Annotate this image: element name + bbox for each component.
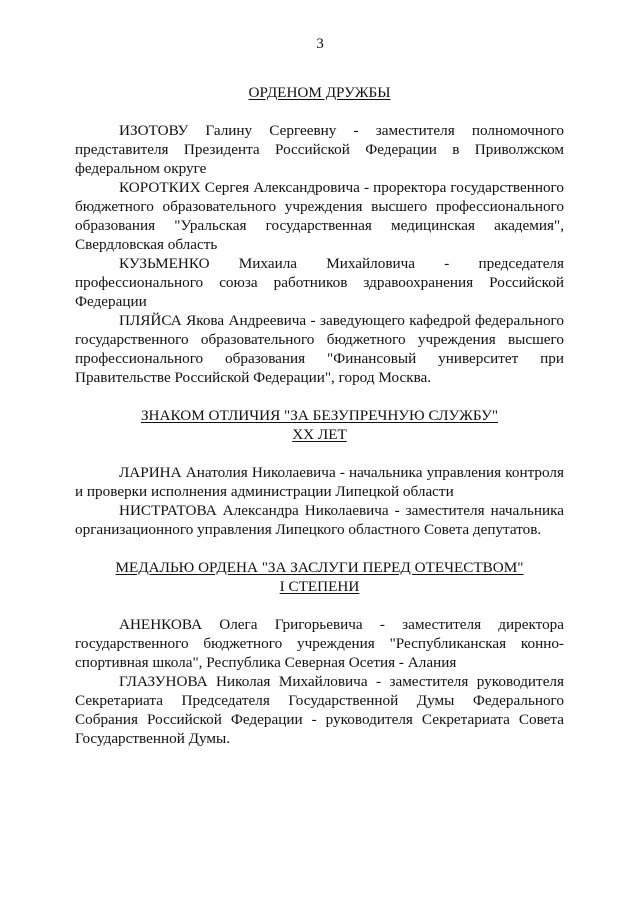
section-title-impeccable-service: [75, 406, 564, 444]
section-title-order-of-friendship: [75, 83, 564, 102]
award-entry: КОРОТКИХ Сергея Александровича - проректора государственного бюджетного образовательного учреждения высшего профессионального образования "Уральская государственная медицинская академия", Свердловская область: [75, 179, 564, 253]
award-entry: ПЛЯЙСА Якова Андреевича - заведующего кафедрой федерального государственного образовательного бюджетного учреждения высшего профессионального образования "Финансовый университет при Правительстве Российской Федерации", город Москва.: [75, 312, 564, 386]
award-entry: ИЗОТОВУ Галину Сергеевну - заместителя полномочного представителя Президента Российской Федерации в Приволжском федеральном округе: [75, 122, 564, 177]
award-list: [75, 463, 564, 539]
award-entry: ГЛАЗУНОВА Николая Михайловича - заместителя руководителя Секретариата Председателя Государственной Думы Федерального Собрания Российской Федерации - руководителя Секретариата Совета Государственной Думы.: [75, 673, 564, 747]
section-title-line: XX ЛЕТ: [292, 426, 347, 443]
award-entry: НИСТРАТОВА Александра Николаевича - заместителя начальника организационного управления Липецкого областного Совета депутатов.: [75, 502, 564, 538]
section-title-line: ЗНАКОМ ОТЛИЧИЯ "ЗА БЕЗУПРЕЧНУЮ СЛУЖБУ": [140, 407, 499, 424]
section-title-line: ОРДЕНОМ ДРУЖБЫ: [248, 84, 391, 101]
section-title-medal-of-merit: [75, 558, 564, 596]
award-list: [75, 615, 564, 748]
section-title-line: МЕДАЛЬЮ ОРДЕНА "ЗА ЗАСЛУГИ ПЕРЕД ОТЕЧЕСТВОМ": [115, 559, 524, 576]
section-title-line: I СТЕПЕНИ: [279, 578, 360, 595]
document-body: [75, 83, 564, 748]
page-number: 3: [316, 35, 324, 52]
award-entry: АНЕНКОВА Олега Григорьевича - заместителя директора государственного бюджетного учреждения "Республиканская конно-спортивная школа", Республика Северная Осетия - Алания: [75, 616, 564, 671]
award-entry: ЛАРИНА Анатолия Николаевича - начальника управления контроля и проверки исполнения администрации Липецкой области: [75, 464, 564, 500]
award-entry: КУЗЬМЕНКО Михаила Михайловича - председателя профессионального союза работников здравоохранения Российской Федерации: [75, 255, 564, 310]
award-list: [75, 121, 564, 387]
